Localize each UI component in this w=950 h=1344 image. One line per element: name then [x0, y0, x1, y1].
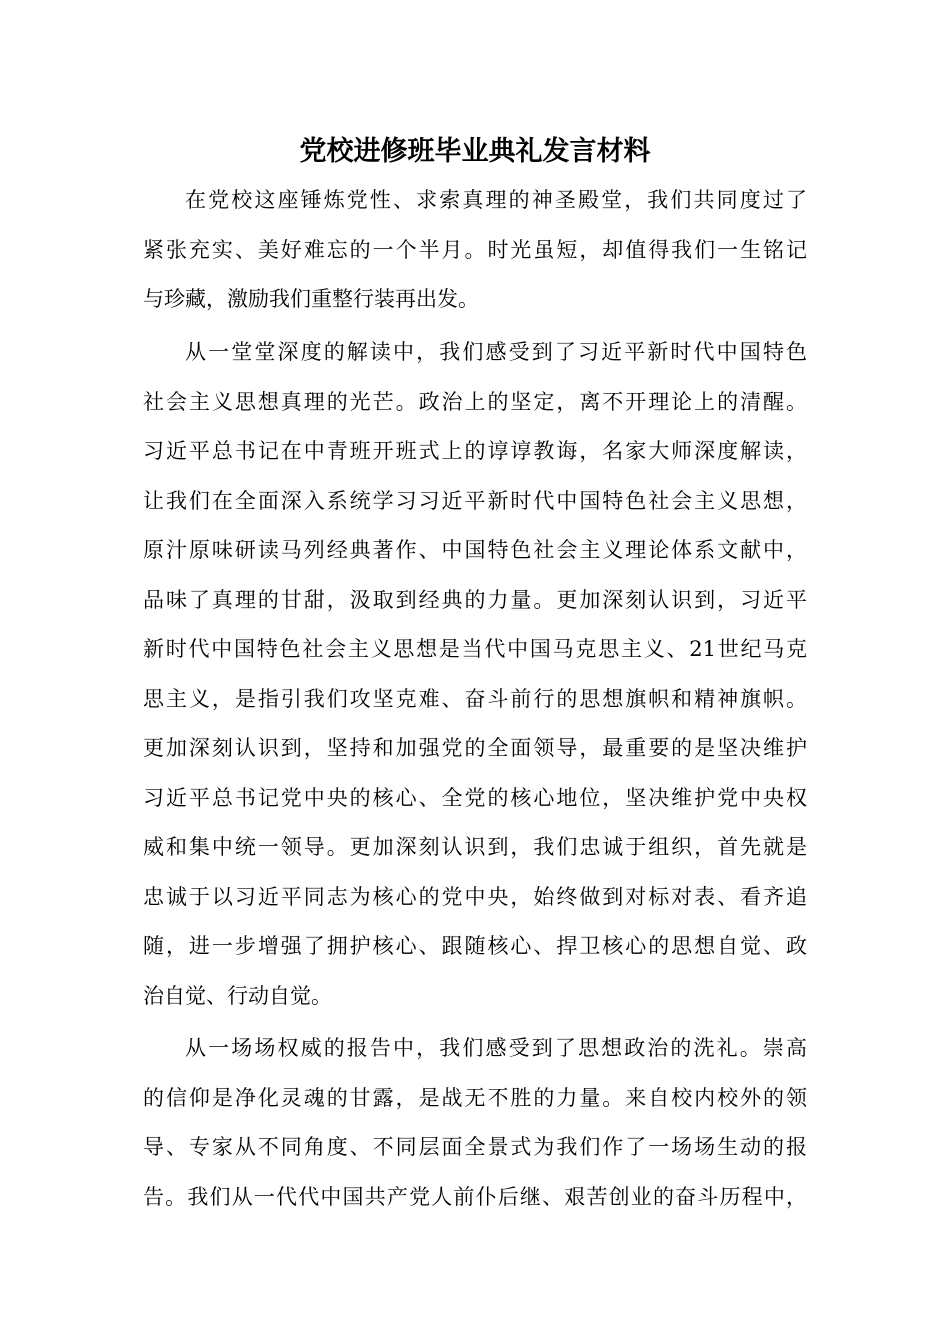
paragraph-3: [143, 1024, 807, 1222]
paragraph-line: 从一场场权威的报告中，我们感受到了思想政治的洗礼。崇高: [185, 1036, 807, 1060]
paragraph-line: 随，进一步增强了拥护核心、跟随核心、捍卫核心的思想自觉、政: [143, 934, 807, 958]
paragraph-line: 从一堂堂深度的解读中，我们感受到了习近平新时代中国特色: [185, 340, 807, 364]
paragraph-line: 告。我们从一代代中国共产党人前仆后继、艰苦创业的奋斗历程中，: [143, 1184, 807, 1209]
paragraph-line: 与珍藏，激励我们重整行装再出发。: [143, 287, 479, 311]
paragraph-line: 新时代中国特色社会主义思想是当代中国马克思主义、21世纪马克: [143, 637, 807, 661]
paragraph-line: 让我们在全面深入系统学习习近平新时代中国特色社会主义思想，: [143, 488, 807, 513]
paragraph-line: 习近平总书记党中央的核心、全党的核心地位，坚决维护党中央权: [143, 785, 807, 810]
paragraph-line: 治自觉、行动自觉。: [143, 983, 332, 1008]
paragraph-1: [143, 176, 807, 325]
paragraph-line: 习近平总书记在中青班开班式上的谆谆教诲，名家大师深度解读，: [143, 439, 807, 463]
paragraph-2: [143, 328, 807, 1021]
paragraph-line: 的信仰是净化灵魂的甘露，是战无不胜的力量。来自校内校外的领: [143, 1085, 807, 1110]
paragraph-line: 在党校这座锤炼党性、求索真理的神圣殿堂，我们共同度过了: [185, 188, 807, 212]
paragraph-line: 更加深刻认识到，坚持和加强党的全面领导，最重要的是坚决维护: [143, 736, 807, 760]
document-title: 党校进修班毕业典礼发言材料: [299, 136, 651, 167]
paragraph-line: 威和集中统一领导。更加深刻认识到，我们忠诚于组织，首先就是: [143, 835, 807, 859]
paragraph-line: 导、专家从不同角度、不同层面全景式为我们作了一场场生动的报: [143, 1135, 807, 1159]
paragraph-line: 忠诚于以习近平同志为核心的党中央，始终做到对标对表、看齐追: [143, 884, 807, 909]
paragraph-line: 社会主义思想真理的光芒。政治上的坚定，离不开理论上的清醒。: [143, 389, 807, 414]
paragraph-line: 品味了真理的甘甜，汲取到经典的力量。更加深刻认识到，习近平: [143, 587, 807, 612]
paragraph-line: 紧张充实、美好难忘的一个半月。时光虽短，却值得我们一生铭记: [143, 237, 807, 262]
paragraph-line: 思主义，是指引我们攻坚克难、奋斗前行的思想旗帜和精神旗帜。: [143, 686, 807, 711]
paragraph-line: 原汁原味研读马列经典著作、中国特色社会主义理论体系文献中，: [143, 538, 807, 562]
